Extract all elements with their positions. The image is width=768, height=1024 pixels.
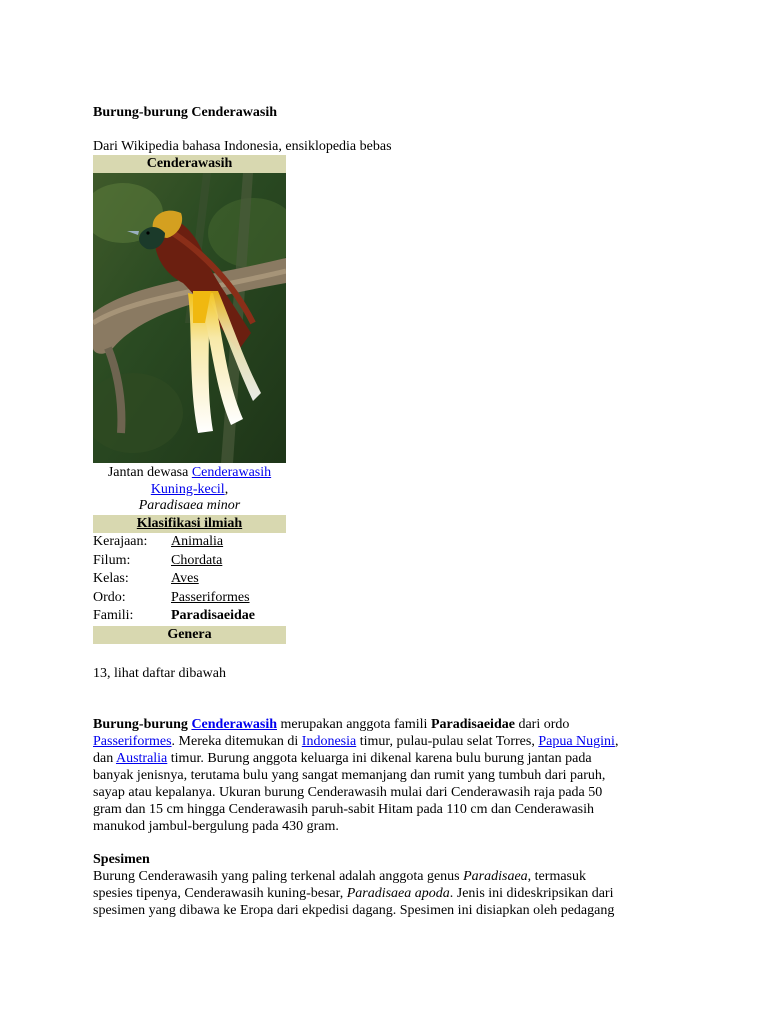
taxonomy-row: [93, 589, 286, 608]
taxonomy-value-link[interactable]: Chordata: [171, 552, 223, 568]
caption-link-cenderawasih[interactable]: Cenderawasih: [191, 465, 272, 480]
taxonomy-value-link[interactable]: Animalia: [171, 534, 224, 549]
genera-header: Genera: [93, 626, 286, 644]
intro-text: merupakan anggota famili: [277, 717, 431, 732]
caption-text: Jantan dewasa: [107, 465, 192, 480]
intro-paragraph: [93, 716, 683, 835]
taxonomy-value: Paradisaeidae: [171, 608, 255, 624]
link-cenderawasih[interactable]: Cenderawasih: [191, 717, 277, 732]
intro-text: timur. Burung anggota keluarga ini dikenal karena bulu burung jantan pada: [167, 751, 592, 766]
intro-text: dari ordo: [514, 717, 570, 732]
taxonomy-value-link[interactable]: Passeriformes: [171, 589, 250, 605]
specimen-text: spesies tipenya, Cenderawasih kuning-besar,: [93, 886, 347, 901]
taxonomy-rank: Filum:: [93, 552, 131, 568]
taxonomy-rank: Kelas:: [93, 571, 129, 587]
link-indonesia[interactable]: Indonesia: [301, 734, 357, 749]
intro-line: sayap atau kepalanya. Ukuran burung Cenderawasih mulai dari Cenderawasih raja pada 50: [93, 785, 603, 800]
link-passeriformes[interactable]: Passeriformes: [93, 734, 172, 749]
infobox: [93, 155, 286, 644]
specimen-line: spesimen yang dibawa ke Eropa dari ekpedisi dagang. Spesimen ini disiapkan oleh pedagang: [93, 903, 615, 918]
taxonomy-value-link[interactable]: Aves: [171, 571, 199, 587]
intro-bold-text: Burung-burung: [93, 717, 192, 732]
intro-text: dan: [93, 751, 116, 766]
intro-text: timur, pulau-pulau selat Torres,: [356, 734, 539, 749]
image-caption: [93, 463, 286, 515]
page-title: Burung-burung Cenderawasih: [93, 105, 277, 120]
genera-text: 13, lihat daftar dibawah: [93, 666, 226, 681]
section-heading-spesimen: Spesimen: [93, 852, 150, 867]
bird-of-paradise-photo: [93, 173, 286, 463]
taxonomy-table: [93, 533, 286, 626]
intro-text: . Mereka ditemukan di: [171, 734, 302, 749]
page-subtitle: Dari Wikipedia bahasa Indonesia, ensiklopedia bebas: [93, 139, 392, 154]
intro-line: banyak jenisnya, terutama bulu yang sangat memanjang dan rumit yang tumbuh dari paruh,: [93, 768, 606, 783]
specimen-section: [93, 851, 683, 919]
link-australia[interactable]: Australia: [115, 751, 168, 766]
caption-comma: ,: [224, 481, 229, 497]
intro-text: ,: [614, 734, 619, 749]
caption-link-kuning-kecil[interactable]: Kuning-kecil: [150, 481, 225, 497]
specimen-italic: Paradisaea apoda: [346, 886, 450, 901]
taxonomy-rank: Kerajaan:: [93, 534, 148, 549]
infobox-header: Cenderawasih: [93, 155, 286, 173]
taxonomy-row: [93, 570, 286, 589]
intro-line: manukod jambul-bergulung pada 430 gram.: [93, 819, 339, 834]
specimen-italic: Paradisaea: [463, 869, 528, 884]
specimen-text: Burung Cenderawasih yang paling terkenal adalah anggota genus: [93, 869, 464, 884]
taxonomy-row: [93, 607, 286, 626]
intro-line: gram dan 15 cm hingga Cenderawasih paruh-sabit Hitam pada 110 cm dan Cenderawasih: [93, 802, 594, 817]
caption-scientific-name: Paradisaea minor: [138, 498, 241, 513]
intro-bold-family: Paradisaeidae: [430, 717, 515, 732]
taxonomy-row: [93, 533, 286, 552]
classification-header: Klasifikasi ilmiah: [93, 515, 286, 533]
taxonomy-row: [93, 552, 286, 571]
taxonomy-rank: Famili:: [93, 608, 134, 624]
link-papua-nugini[interactable]: Papua Nugini: [538, 734, 615, 749]
specimen-text: . Jenis ini dideskripsikan dari: [449, 886, 614, 901]
taxonomy-rank: Ordo:: [93, 589, 126, 605]
specimen-text: , termasuk: [527, 869, 586, 884]
